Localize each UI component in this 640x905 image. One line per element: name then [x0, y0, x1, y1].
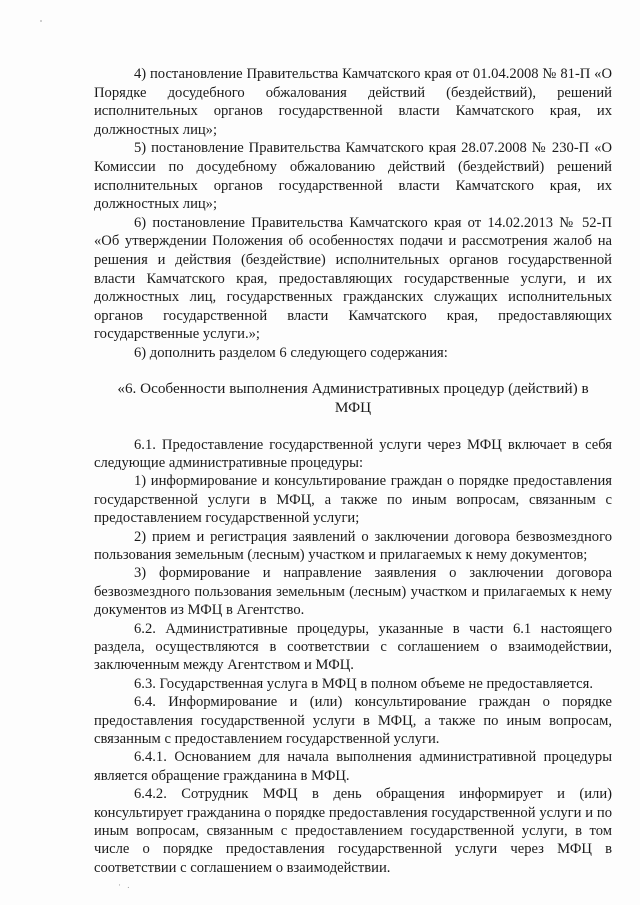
paragraph-6-2: 6.2. Административные процедуры, указанные в части 6.1 настоящего раздела, осуществляются в соответствии с соглашением о взаимодействии, заключенным между Агентством и МФЦ. — [94, 620, 612, 674]
section-heading: «6. Особенности выполнения Административных процедур (действий) в МФЦ — [117, 379, 589, 416]
document-body — [94, 65, 612, 877]
paragraph-item-6: 6) постановление Правительства Камчатского края от 14.02.2013 № 52-П «Об утверждении Положения об особенностях подачи и рассмотрения жалоб на решения и действия (бездействие) исполнительных органов государственной власти Камчатского края, предоставляющих государственные услуги, и их должностных лиц, государственных гражданских служащих исполнительных органов государственной власти Камчатского края, предоставляющих государственные услуги.»; — [94, 214, 612, 343]
scan-noise-mark: · . — [118, 880, 132, 890]
scan-artifact — [40, 20, 42, 22]
paragraph-6-1-item-3: 3) формирование и направление заявления о заключении договора безвозмездного пользования земельным (лесным) участком и прилагаемых к нему документов из МФЦ в Агентство. — [94, 565, 612, 619]
paragraph-6-1-item-1: 1) информирование и консультирование граждан о порядке предоставления государственной услуги в МФЦ, а также по иным вопросам, связанным с предоставлением государственной услуги; — [94, 473, 612, 527]
paragraph-item-4: 4) постановление Правительства Камчатского края от 01.04.2008 № 81-П «О Порядке досудебного обжалования действий (бездействий), решений исполнительных органов государственной власти Камчатского края, их должностных лиц»; — [94, 66, 612, 138]
paragraph-6-4-1: 6.4.1. Основанием для начала выполнения административной процедуры является обращение гражданина в МФЦ. — [94, 749, 612, 784]
paragraph-6-3: 6.3. Государственная услуга в МФЦ в полном объеме не предоставляется. — [134, 675, 593, 692]
paragraph-item-5: 5) постановление Правительства Камчатского края 28.07.2008 № 230-П «О Комиссии по досудебному обжалованию действий (бездействий) решений исполнительных органов государственной власти Камчатского края, их должностных лиц»; — [94, 140, 612, 213]
paragraph-6-1-item-2: 2) прием и регистрация заявлений о заключении договора безвозмездного пользования земельным (лесным) участком и прилагаемых к нему документов; — [94, 528, 612, 563]
paragraph-6-4: 6.4. Информирование и (или) консультирование граждан о порядке предоставления государственной услуги в МФЦ, а также по иным вопросам, связанным с предоставлением государственной услуги. — [94, 694, 612, 747]
paragraph-6-1: 6.1. Предоставление государственной услуги через МФЦ включает в себя следующие административные процедуры: — [94, 436, 612, 471]
paragraph-amendment-6: 6) дополнить разделом 6 следующего содержания: — [134, 344, 448, 361]
paragraph-6-4-2: 6.4.2. Сотрудник МФЦ в день обращения информирует и (или) консультирует гражданина о порядке предоставления государственной услуги и по иным вопросам, связанным с предоставлением государственной услуги, в том числе о порядке предоставления государственной услуги через МФЦ в соответствии с соглашением о взаимодействии. — [94, 786, 612, 876]
